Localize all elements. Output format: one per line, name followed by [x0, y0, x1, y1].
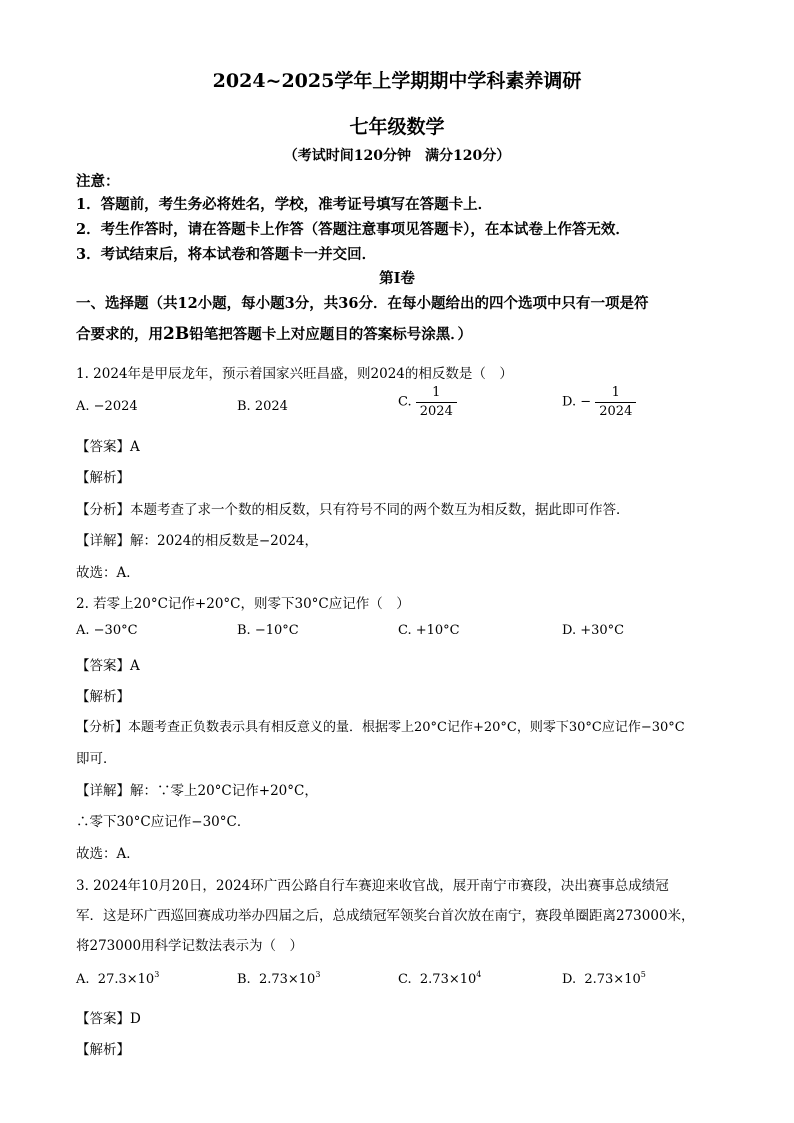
q3-stem-line2: 军．这是环广西巡回赛成功举办四届之后，总成绩冠军领奖台首次放在南宁，赛段单圈距离273000米，: [76, 908, 695, 924]
section-line2-pre: 合要求的，用: [76, 326, 163, 343]
subject-title: 七年级数学: [349, 116, 445, 138]
q3-option-b-base: 2.73×10: [258, 972, 316, 987]
q2-choose: 故选：A．: [76, 846, 140, 862]
q1-option-c-label: C.: [398, 394, 412, 410]
q3-option-d: [562, 970, 646, 987]
q3-option-d-base: 2.73×10: [584, 972, 641, 987]
volume-title: 第Ⅰ卷: [379, 270, 415, 287]
q1-option-c-fraction: [416, 386, 457, 418]
note-item-3: 3．考试结束后，将本试卷和答题卡一并交回．: [76, 246, 377, 263]
q3-option-d-label: D.: [562, 972, 577, 987]
q2-analysis-line1: 【分析】本题考查正负数表示具有相反意义的量．根据零上20°C记作+20°C，则零下30°C应记作−30°C: [76, 720, 685, 735]
q3-option-b-label: B.: [237, 972, 251, 987]
q3-stem-line3: 将273000用科学记数法表示为（ ）: [76, 938, 304, 954]
section-heading-line2: [76, 323, 472, 344]
q2-detail-line1: 【详解】解：∵零上20°C记作+20°C，: [76, 783, 318, 799]
q3-analysis-tag: 【解析】: [76, 1042, 130, 1058]
q1-detail: 【详解】解：2024的相反数是−2024，: [76, 533, 319, 549]
q1-option-c-denominator: 2024: [416, 402, 457, 419]
q1-option-c: [398, 386, 457, 418]
q1-analysis: 【分析】本题考查了求一个数的相反数，只有符号不同的两个数互为相反数，据此即可作答．: [76, 502, 630, 518]
q1-answer: 【答案】A: [76, 439, 140, 455]
q1-option-d-label: D. −: [562, 394, 592, 410]
notes-heading: 注意：: [76, 173, 120, 190]
q3-option-b: [237, 970, 320, 987]
q1-option-a: A. −2024: [76, 399, 138, 414]
q3-option-a-label: A.: [76, 972, 90, 987]
note-item-2: 2．考生作答时，请在答题卡上作答（答题注意事项见答题卡），在本试卷上作答无效．: [76, 221, 630, 238]
q2-analysis-line2: 即可．: [76, 751, 117, 767]
q2-option-b: B. −10°C: [237, 623, 299, 638]
q1-stem: 1. 2024年是甲辰龙年，预示着国家兴旺昌盛，则2024的相反数是（ ）: [76, 366, 513, 382]
q3-option-a-exponent: 3: [154, 970, 160, 979]
q1-option-c-numerator: 1: [432, 385, 441, 400]
q2-detail-line2: ∴零下30°C应记作−30°C．: [76, 814, 251, 830]
q2-stem: 2. 若零上20°C记作+20°C，则零下30°C应记作（ ）: [76, 596, 410, 612]
q3-option-c-exponent: 4: [476, 970, 482, 979]
q1-option-d-numerator: 1: [611, 385, 620, 400]
section-heading-line1: 一、选择题（共12小题，每小题3分，共36分．在每小题给出的四个选项中只有一项是符: [76, 295, 649, 312]
q1-option-d: [562, 386, 636, 418]
q3-option-c-base: 2.73×10: [419, 972, 477, 987]
note-item-1: 1．答题前，考生务必将姓名，学校，准考证号填写在答题卡上．: [76, 196, 493, 213]
q1-option-d-denominator: 2024: [595, 402, 636, 419]
q1-option-b: B. 2024: [237, 399, 288, 414]
exam-title: 2024~2025学年上学期期中学科素养调研: [212, 70, 582, 92]
section-line2-post: 铅笔把答题卡上对应题目的答案标号涂黑．）: [189, 326, 472, 343]
q1-analysis-tag: 【解析】: [76, 470, 130, 486]
q3-option-c: [398, 970, 481, 987]
section-line2-pencil: 2B: [163, 324, 190, 344]
exam-info: （考试时间120分钟 满分120分）: [283, 148, 511, 164]
q3-option-a: [76, 970, 159, 987]
q3-option-c-label: C.: [398, 972, 412, 987]
q3-option-b-exponent: 3: [315, 970, 321, 979]
q1-choose: 故选：A．: [76, 565, 140, 581]
q3-option-a-base: 27.3×10: [97, 972, 155, 987]
q3-option-d-exponent: 5: [640, 970, 646, 979]
q1-option-d-fraction: [595, 386, 636, 418]
q2-option-d: D. +30°C: [562, 623, 625, 638]
q3-answer: 【答案】D: [76, 1011, 141, 1027]
q3-stem-line1: 3. 2024年10月20日，2024环广西公路自行车赛迎来收官战，展开南宁市赛段，决出赛事总成绩冠: [76, 878, 669, 894]
q2-option-a: A. −30°C: [76, 623, 138, 638]
q2-option-c: C. +10°C: [398, 623, 460, 638]
q2-answer: 【答案】A: [76, 658, 140, 674]
q2-analysis-tag: 【解析】: [76, 689, 130, 705]
